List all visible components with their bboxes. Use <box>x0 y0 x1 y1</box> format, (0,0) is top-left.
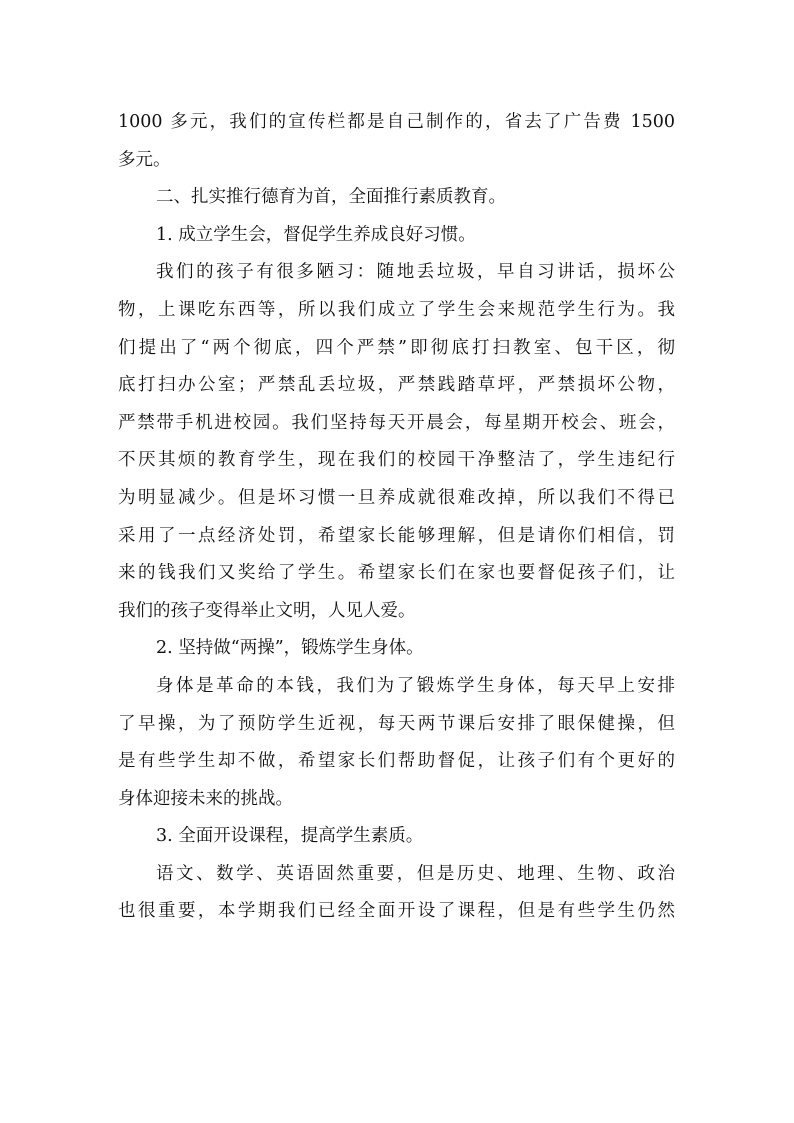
text-line: 身体是革命的本钱，我们为了锻炼学生身体，每天早上安排 <box>156 675 675 696</box>
text-line: 严禁带手机进校园。我们坚持每天开晨会，每星期开校会、班会， <box>118 412 675 433</box>
text-line: 多元。 <box>118 149 171 170</box>
text-line: 来的钱我们又奖给了学生。希望家长们在家也要督促孩子们，让 <box>118 563 675 584</box>
document-page <box>118 104 675 931</box>
text-line: 不厌其烦的教育学生，现在我们的校园干净整洁了，学生违纪行 <box>118 450 675 471</box>
text-line: 采用了一点经济处罚，希望家长能够理解，但是请你们相信，罚 <box>118 525 675 546</box>
text-line: 身体迎接未来的挑战。 <box>118 788 293 809</box>
text-line: 1000 多元，我们的宣传栏都是自己制作的，省去了广告费 1500 <box>118 112 675 132</box>
text-line: 也很重要，本学期我们已经全面开设了课程，但是有些学生仍然 <box>118 901 675 922</box>
section-heading: 二、扎实推行德育为首，全面推行素质教育。 <box>156 187 506 208</box>
text-line: 物，上课吃东西等，所以我们成立了学生会来规范学生行为。我 <box>118 299 675 320</box>
text-line: 语文、数学、英语固然重要，但是历史、地理、生物、政治 <box>156 863 675 884</box>
subsection-heading: 2. 坚持做“两操”，锻炼学生身体。 <box>156 638 424 659</box>
text-line: 为明显减少。但是坏习惯一旦养成就很难改掉，所以我们不得已 <box>118 487 675 508</box>
text-line: 是有些学生却不做，希望家长们帮助督促，让孩子们有个更好的 <box>118 751 675 772</box>
subsection-heading: 3. 全面开设课程，提高学生素质。 <box>156 826 424 847</box>
text-line: 底打扫办公室；严禁乱丢垃圾，严禁践踏草坪，严禁损坏公物， <box>118 375 675 396</box>
subsection-heading: 1. 成立学生会，督促学生养成良好习惯。 <box>156 224 476 245</box>
text-line: 了早操，为了预防学生近视，每天两节课后安排了眼保健操，但 <box>118 713 675 734</box>
text-line: 我们的孩子有很多陋习：随地丢垃圾，早自习讲话，损坏公 <box>156 262 675 283</box>
text-line: 我们的孩子变得举止文明，人见人爱。 <box>118 600 416 621</box>
text-line: 们提出了“两个彻底，四个严禁”即彻底打扫教室、包干区，彻 <box>118 337 675 358</box>
